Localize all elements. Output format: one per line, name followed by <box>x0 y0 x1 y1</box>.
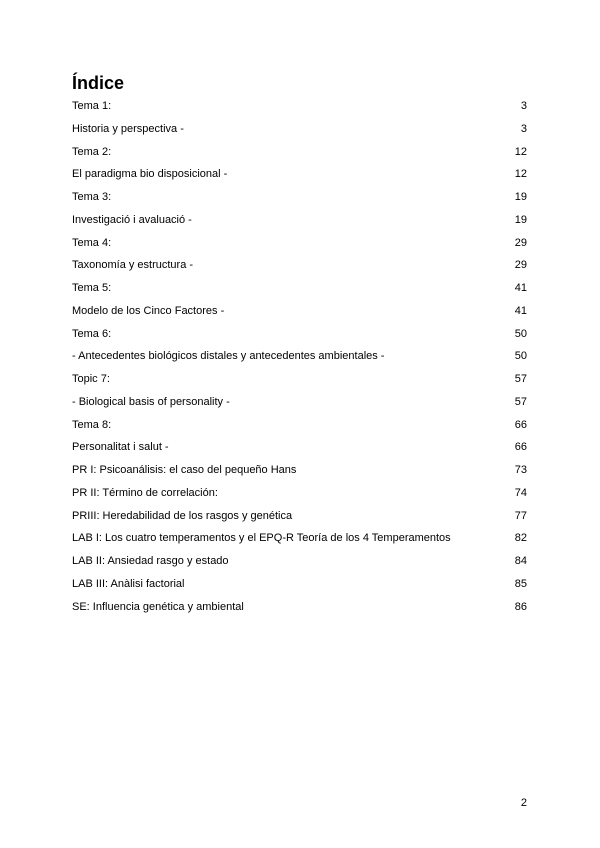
toc-entry[interactable] <box>72 324 527 347</box>
toc-entry-text: Tema 1: <box>72 100 112 112</box>
toc-entry[interactable] <box>72 392 527 415</box>
toc-entry-text: Historia y perspectiva - <box>72 122 184 135</box>
toc-entry-page: 41 <box>514 304 527 317</box>
toc-entry-text: - Biological basis of personality - <box>72 395 230 408</box>
toc-entry-text: PR II: Término de correlación: <box>72 486 218 499</box>
toc-entry-page: 50 <box>514 350 527 363</box>
toc-entry[interactable] <box>72 255 527 278</box>
toc-entry-text: El paradigma bio disposicional - <box>72 168 228 181</box>
page-number: 2 <box>520 797 527 809</box>
toc-entry-text: Topic 7: <box>72 373 110 385</box>
toc-entry-page: 85 <box>514 577 527 590</box>
toc-entry-page: 66 <box>514 418 527 431</box>
toc-entry-page: 77 <box>514 509 527 522</box>
toc-entry-text: Investigació i avaluació - <box>72 213 192 226</box>
toc-entry[interactable] <box>72 574 527 597</box>
toc-entry-page: 50 <box>514 327 527 340</box>
toc-entry-page: 29 <box>514 259 527 272</box>
toc-entry[interactable] <box>72 164 527 187</box>
toc-entry-text: LAB I: Los cuatro temperamentos y el EPQ-R Teoría de los 4 Temperamentos <box>72 532 451 545</box>
toc-entry-page: 12 <box>514 168 527 181</box>
toc-entry-page: 41 <box>514 282 527 294</box>
toc-entry-page: 3 <box>520 122 527 135</box>
toc-entry-text: Taxonomía y estructura - <box>72 259 194 272</box>
toc-entry-text: - Antecedentes biológicos distales y antecedentes ambientales - <box>72 350 385 363</box>
toc-entry-page: 86 <box>514 600 527 613</box>
toc-entry-page: 19 <box>514 191 527 203</box>
toc-entry-text: Tema 5: <box>72 282 112 294</box>
toc-entry-text: Tema 8: <box>72 418 112 431</box>
toc-entry-text: Tema 4: <box>72 236 112 249</box>
toc-entry[interactable] <box>72 346 527 369</box>
toc-entry[interactable] <box>72 233 527 256</box>
toc-entry-text: Personalitat i salut - <box>72 441 169 454</box>
toc-entry[interactable] <box>72 210 527 233</box>
toc-entry[interactable] <box>72 187 527 210</box>
toc-entry-text: SE: Influencia genética y ambiental <box>72 600 244 613</box>
toc-entry-text: PR I: Psicoanálisis: el caso del pequeño Hans <box>72 464 297 476</box>
toc-entry-text: PRIII: Heredabilidad de los rasgos y genética <box>72 509 293 522</box>
toc-entry-text: Tema 2: <box>72 145 112 158</box>
toc-entry-text: Tema 6: <box>72 327 112 340</box>
toc-entry[interactable] <box>72 460 527 483</box>
toc-entry[interactable] <box>72 301 527 324</box>
toc-entry-page: 29 <box>514 236 527 249</box>
toc-entry-page: 57 <box>514 373 527 385</box>
toc-entry[interactable] <box>72 142 527 165</box>
table-of-contents <box>72 96 527 619</box>
toc-entry[interactable] <box>72 483 527 506</box>
toc-entry[interactable] <box>72 278 527 301</box>
toc-entry-page: 74 <box>514 486 527 499</box>
toc-entry[interactable] <box>72 597 527 620</box>
page-title: Índice <box>72 73 125 93</box>
toc-entry-text: LAB III: Anàlisi factorial <box>72 577 185 590</box>
toc-entry[interactable] <box>72 119 527 142</box>
toc-entry-page: 82 <box>514 532 527 545</box>
toc-entry[interactable] <box>72 528 527 551</box>
toc-entry[interactable] <box>72 415 527 438</box>
toc-entry-page: 12 <box>514 145 527 158</box>
toc-entry[interactable] <box>72 369 527 392</box>
toc-entry-page: 73 <box>514 464 527 476</box>
toc-entry-page: 3 <box>520 100 527 112</box>
toc-entry-text: Tema 3: <box>72 191 112 203</box>
toc-entry-page: 19 <box>514 213 527 226</box>
toc-entry[interactable] <box>72 437 527 460</box>
toc-entry-page: 57 <box>514 395 527 408</box>
toc-entry[interactable] <box>72 96 527 119</box>
toc-entry-text: Modelo de los Cinco Factores - <box>72 304 225 317</box>
toc-entry[interactable] <box>72 506 527 529</box>
toc-entry[interactable] <box>72 551 527 574</box>
toc-entry-page: 66 <box>514 441 527 454</box>
toc-entry-page: 84 <box>514 555 527 567</box>
toc-entry-text: LAB II: Ansiedad rasgo y estado <box>72 555 229 567</box>
